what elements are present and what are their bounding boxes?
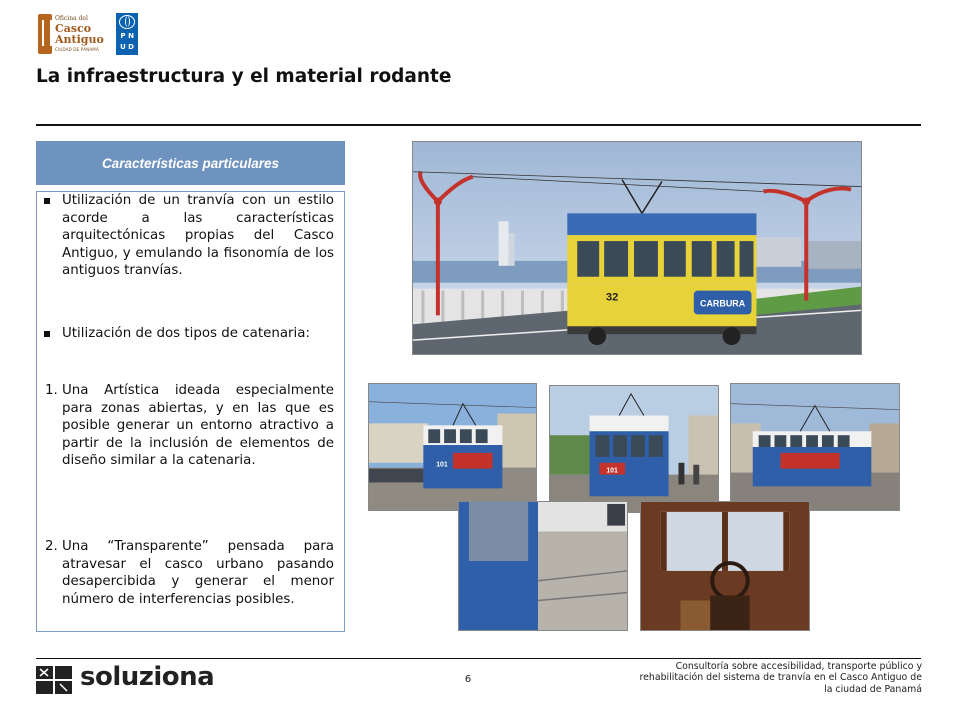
bullet-square-icon <box>44 331 50 337</box>
list-number: 2. <box>45 539 58 554</box>
numbered-text: Una “Transparente” pensada para atravesar el casco urbano pasando desapercibida y generar el menor número de interferencias posibles. <box>62 539 334 607</box>
casco-antiguo-logo <box>38 12 102 56</box>
bullet-square-icon <box>44 198 50 204</box>
tram-photo-small-2 <box>549 385 719 513</box>
pnud-logo <box>116 13 138 55</box>
tram-photo-detail-1-image <box>459 502 627 630</box>
casco-logo-line2: Antiguo <box>55 33 104 46</box>
pnud-letter: N <box>128 32 134 40</box>
panel-header <box>36 141 345 185</box>
tram-photo-main <box>412 141 862 355</box>
tram-photo-detail-2 <box>640 501 810 631</box>
soluziona-logo-text: soluziona <box>80 662 215 692</box>
soluziona-mark-icon <box>36 666 72 694</box>
pnud-letter: P <box>120 32 126 40</box>
tram-ad-text: CARBURA <box>700 298 746 309</box>
page-number: 6 <box>464 674 472 685</box>
tram-photo-small-1 <box>368 383 537 511</box>
tram-photo-small-3-image <box>731 384 899 510</box>
bullet-text: Utilización de un tranvía con un estilo acorde a las características arquitectónicas propias del Casco Antiguo, y emulando la fisonomía de los antiguos tranvías. <box>62 193 334 279</box>
numbered-text: Una Artística ideada especialmente para zonas abiertas, y en las que es posible generar un entorno atractivo a partir de la inclusión de elementos de diseño similar a la catenaria. <box>62 383 334 469</box>
pnud-letter: D <box>128 43 134 51</box>
list-number: 1. <box>45 383 58 398</box>
un-globe-icon <box>119 15 135 29</box>
casco-logo-small: Oficina del <box>55 15 88 22</box>
casco-logo-line1: Casco <box>55 22 92 35</box>
title-divider <box>36 124 921 126</box>
casco-logo-tiny: CIUDAD DE PANAMÁ <box>55 47 99 52</box>
casco-emblem-icon <box>38 14 52 54</box>
tram-number: 32 <box>606 291 619 304</box>
footer-divider <box>36 658 921 659</box>
pnud-letter: U <box>120 43 126 51</box>
footer-note: Consultoría sobre accesibilidad, transporte público y rehabilitación del sistema de tranvía en el Casco Antiguo de la ciudad de Panamá <box>639 661 922 695</box>
pnud-letters <box>119 31 135 52</box>
tram-photo-main-image <box>413 142 861 354</box>
tram-photo-detail-1 <box>458 501 628 631</box>
bullet-text: Utilización de dos tipos de catenaria: <box>62 326 310 341</box>
tram-photo-small-1-image <box>369 384 536 510</box>
tram-number: 101 <box>606 467 618 475</box>
tram-photo-detail-2-image <box>641 502 809 630</box>
page-title: La infraestructura y el material rodante <box>36 66 452 87</box>
panel-header-label: Características particulares <box>101 155 280 171</box>
tram-photo-small-2-image <box>550 386 718 512</box>
tram-photo-small-3 <box>730 383 900 511</box>
tram-number: 101 <box>436 461 448 469</box>
